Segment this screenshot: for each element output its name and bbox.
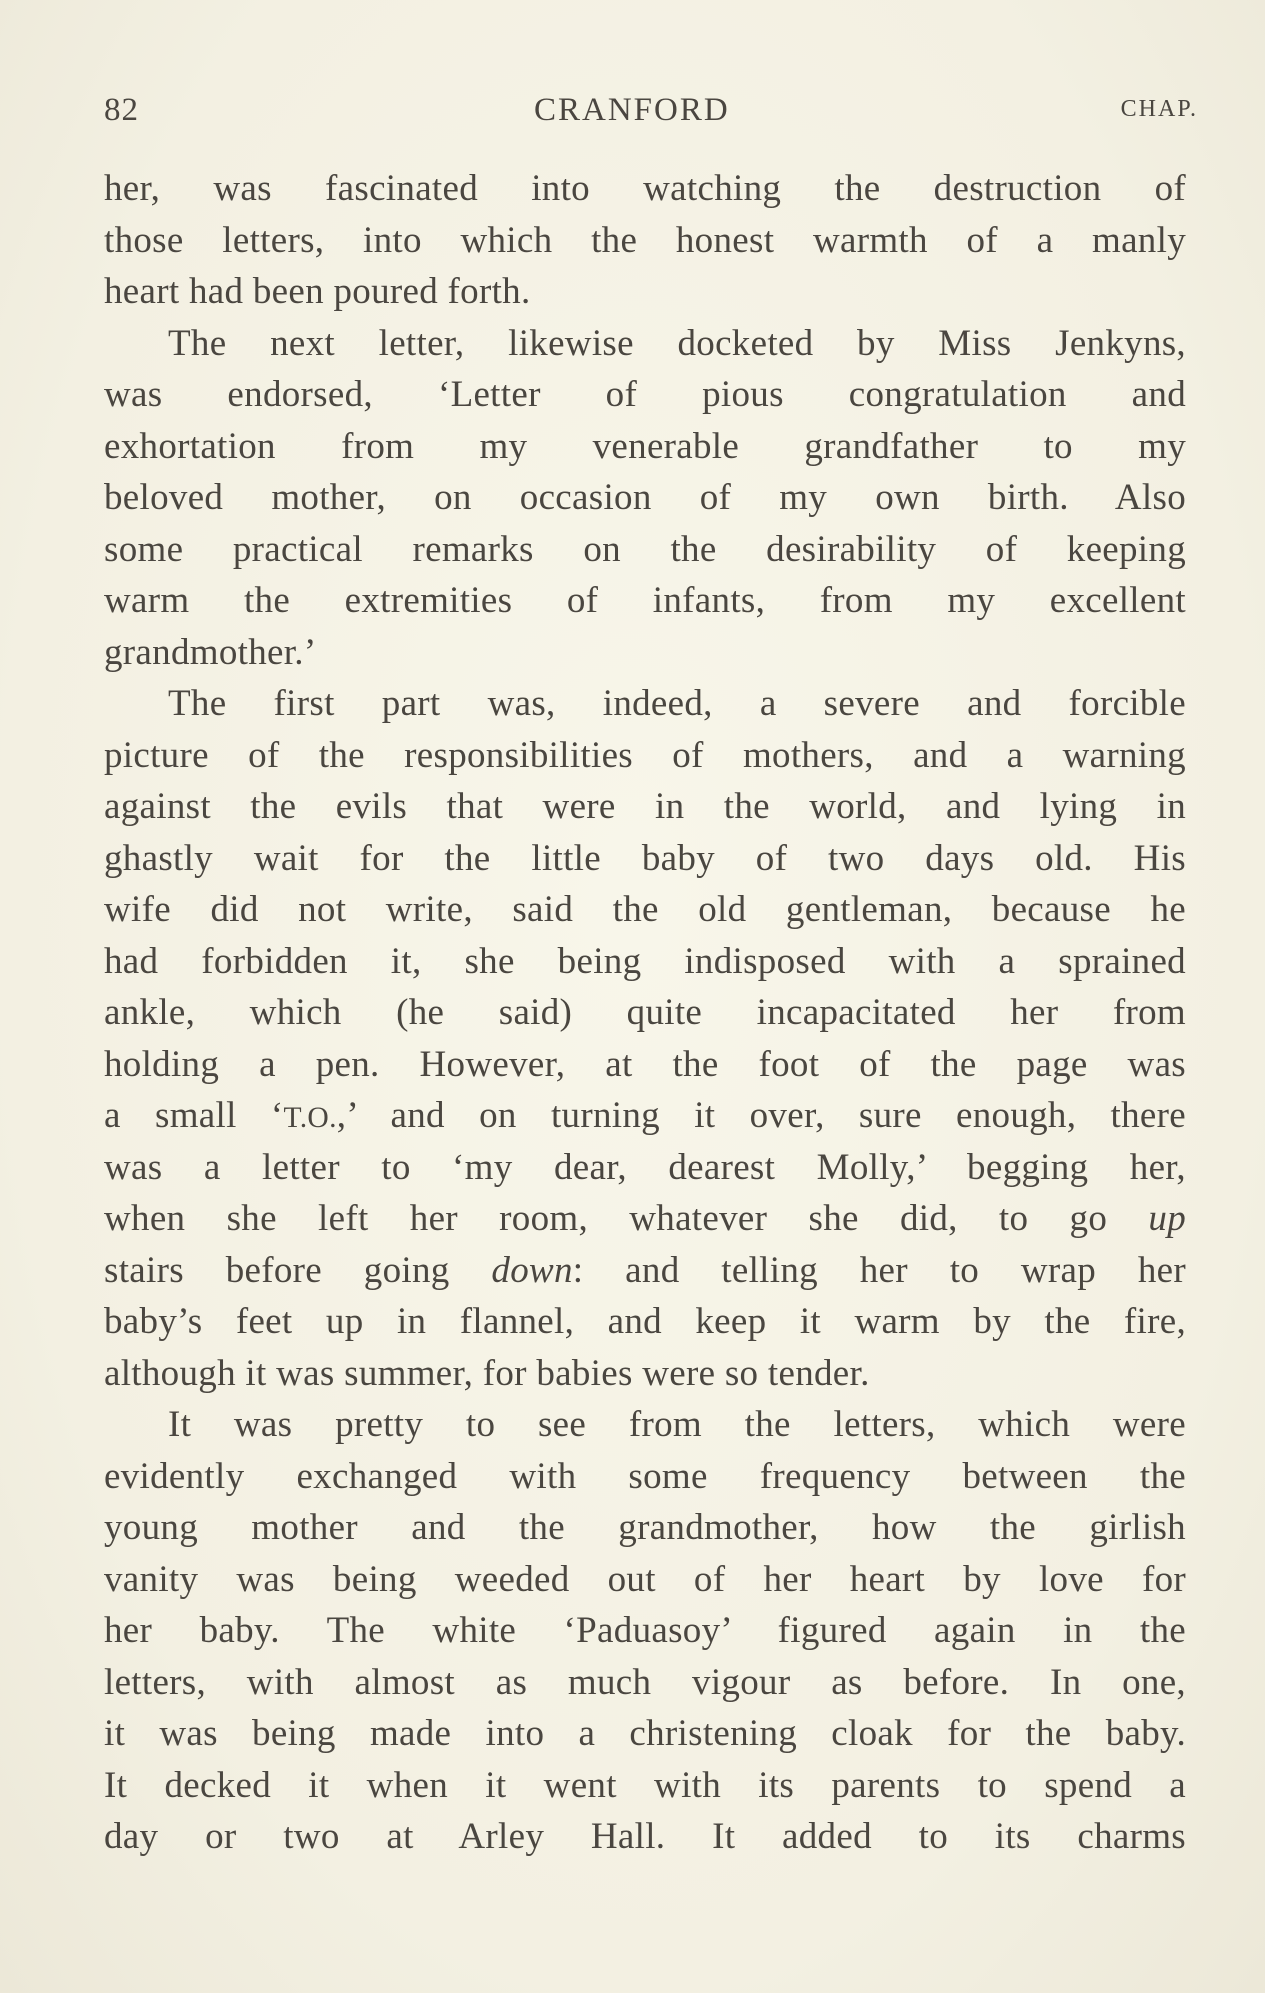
text-segment: ,’ and on turning it over, sure enough, there <box>336 1095 1186 1136</box>
text-line: her, was fascinated into watching the destruction of <box>104 168 1186 209</box>
text-line: picture of the responsibilities of mothers, and a warning <box>104 734 1186 776</box>
text-line: It was pretty to see from the letters, which were <box>168 1404 1186 1445</box>
text-line <box>104 1245 1186 1297</box>
text-line: The first part was, indeed, a severe and forcible <box>168 683 1186 724</box>
text-line: holding a pen. However, at the foot of the page was <box>104 1043 1186 1085</box>
text-line <box>104 1090 1186 1142</box>
text-line: warm the extremities of infants, from my excellent <box>104 580 1186 621</box>
text-line: day or two at Arley Hall. It added to its charms <box>104 1816 1186 1857</box>
text-segment: when she left her room, whatever she did, to go <box>104 1198 1149 1239</box>
text-line: although it was summer, for babies were so tender. <box>104 1352 870 1394</box>
italic-text: down <box>491 1249 573 1291</box>
text-line: was a letter to ‘my dear, dearest Molly,’ begging her, <box>104 1146 1186 1188</box>
text-segment: stairs before going <box>104 1249 492 1291</box>
text-line: exhortation from my venerable grandfather to my <box>104 425 1186 467</box>
chapter-mark: CHAP. <box>1120 96 1198 122</box>
text-line: The next letter, likewise docketed by Miss Jenkyns, <box>168 322 1186 364</box>
small-caps-text: T.O. <box>283 1102 337 1134</box>
text-segment: a small ‘ <box>104 1095 284 1136</box>
page-number: 82 <box>104 92 139 128</box>
text-line: against the evils that were in the world, and lying in <box>104 786 1186 827</box>
running-head <box>104 92 1198 142</box>
text-line: her baby. The white ‘Paduasoy’ figured again in the <box>104 1610 1186 1651</box>
text-line: ghastly wait for the little baby of two days old. His <box>104 837 1186 879</box>
text-line: It decked it when it went with its parents to spend a <box>104 1764 1186 1806</box>
italic-text: up <box>1148 1198 1186 1239</box>
text-line: those letters, into which the honest warmth of a manly <box>104 219 1186 261</box>
text-line: young mother and the grandmother, how the girlish <box>104 1507 1186 1548</box>
text-line: vanity was being weeded out of her heart by love for <box>104 1558 1186 1600</box>
text-line <box>104 1193 1186 1245</box>
text-line: it was being made into a christening cloak for the baby. <box>104 1713 1186 1754</box>
text-line: heart had been poured forth. <box>104 271 531 312</box>
text-line: baby’s feet up in flannel, and keep it warm by the fire, <box>104 1301 1186 1342</box>
text-line: grandmother.’ <box>104 631 317 673</box>
text-segment: : and telling her to wrap her <box>572 1249 1186 1291</box>
text-line: had forbidden it, she being indisposed with a sprained <box>104 940 1186 982</box>
running-title: CRANFORD <box>534 92 730 128</box>
text-line: beloved mother, on occasion of my own birth. Also <box>104 477 1186 518</box>
body-text <box>104 163 1186 1863</box>
text-line: some practical remarks on the desirability of keeping <box>104 528 1186 570</box>
text-line: ankle, which (he said) quite incapacitated her from <box>104 992 1186 1033</box>
text-line: was endorsed, ‘Letter of pious congratulation and <box>104 374 1186 415</box>
text-line: evidently exchanged with some frequency between the <box>104 1455 1186 1497</box>
text-line: wife did not write, said the old gentleman, because he <box>104 889 1186 930</box>
text-line: letters, with almost as much vigour as before. In one, <box>104 1661 1186 1703</box>
